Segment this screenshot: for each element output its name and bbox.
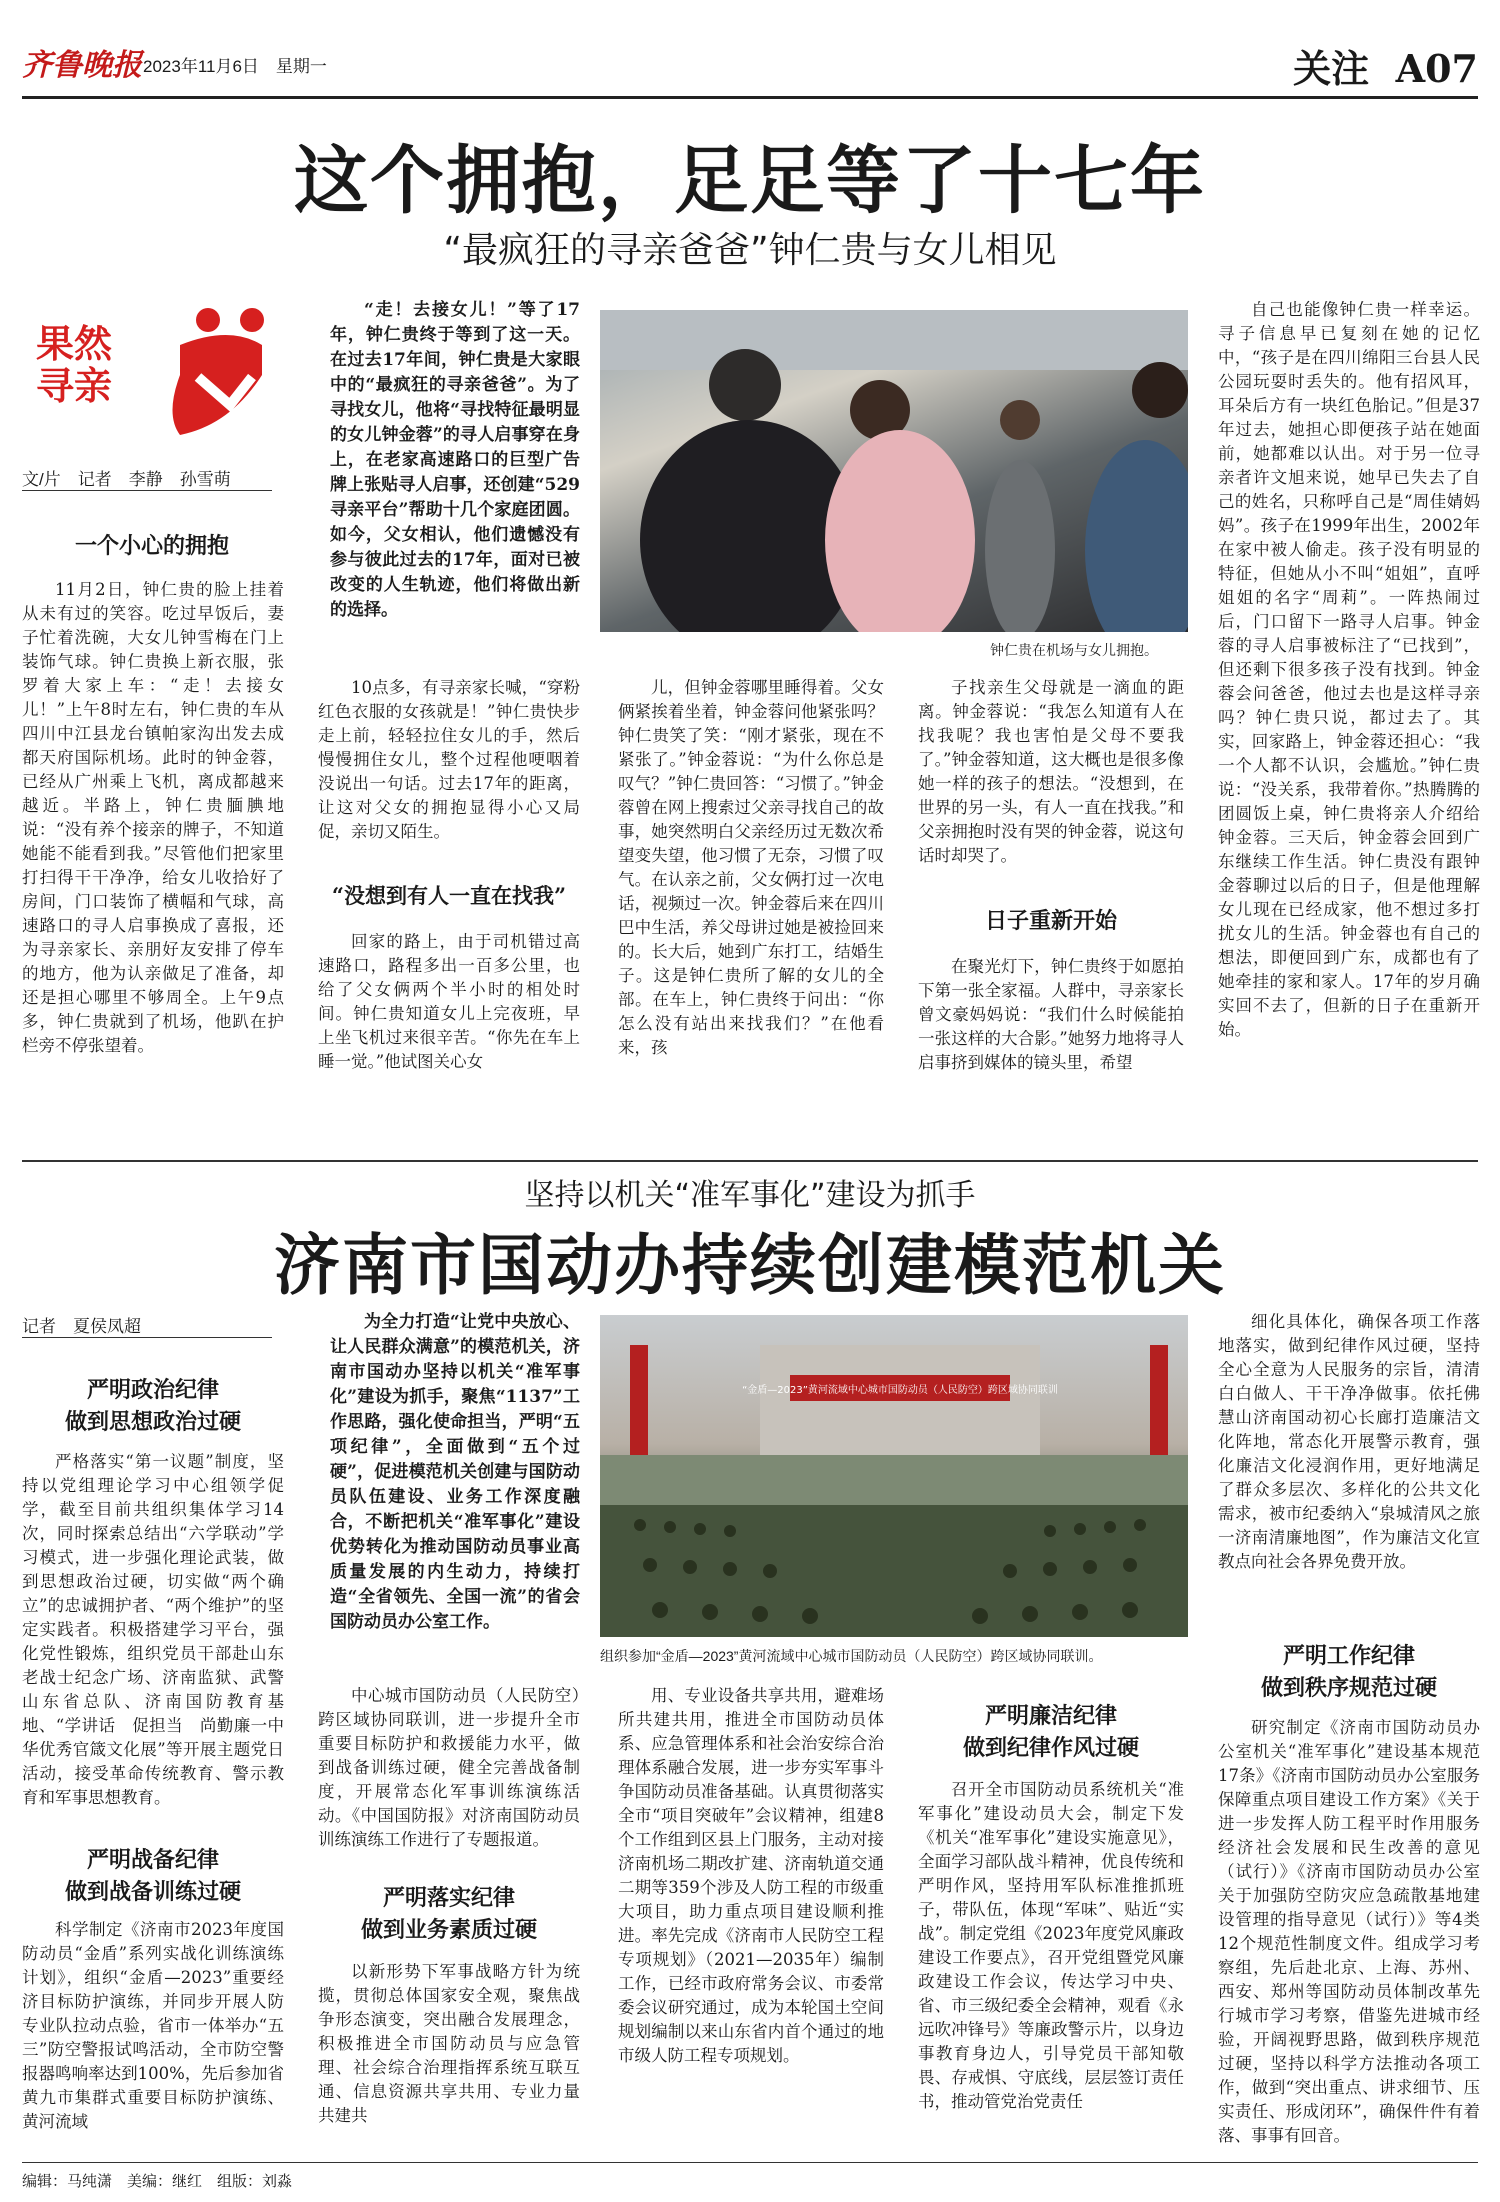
story2-column-2a: 中心城市国防动员（人民防空）跨区域协同联训，进一步提升全市重要目标防护和救援能力水平，做到战备训练过硬，健全完善战备制度，开展常态化军事训练演练活动。《中国国防报》对济南国防动员训练演练工作进行了专题报道。	[318, 1686, 580, 1849]
section-heading-6: 严明落实纪律 做到业务素质过硬	[360, 1885, 537, 1943]
page-number: A07	[1395, 46, 1478, 91]
story-divider	[22, 1160, 1478, 1162]
story1-column-3: 儿，但钟金蓉哪里睡得着。父女俩紧挨着坐着，钟金蓉问他紧张吗？钟仁贵笑了笑：“刚才紧张，现在不紧张了。”钟金蓉说：“为什么你总是叹气？”钟仁贵回答：“习惯了。”钟金蓉曾在网上搜索过父亲寻找自己的故事，她突然明白父亲经历过无数次希望变失望，他习惯了无奈，习惯了叹气。在认亲之前，父女俩打过一次电话，视频过一次。钟金蓉后来在四川巴中生活，养父母讲过她是被捡回来的。长大后，她到广东打工，结婚生子。这是钟仁贵所了解的女儿的全部。在车上，钟仁贵终于问出：“你怎么没有站出来找我们？”在他看来，孩	[618, 678, 884, 1057]
header-rule	[22, 96, 1478, 99]
byline-text: 文/片 记者 李静 孙雪萌	[22, 465, 272, 491]
story2-headline: 济南市国动办持续创建模范机关	[274, 1226, 1226, 1304]
section-heading: 一个小心的拥抱	[74, 533, 229, 559]
story1-column-4b: 在聚光灯下，钟仁贵终于如愿拍下第一张全家福。人群中，寻亲家长曾文豪妈妈说：“我们什么时候能拍一张这样的大合影。”她努力地将寻人启事挤到媒体的镜头里，希望	[918, 957, 1184, 1072]
airport-hug-photo	[600, 310, 1188, 632]
photo2-caption: 组织参加“金盾—2023”黄河流域中心城市国防动员（人民防空）跨区域协同联训。	[600, 1648, 1103, 1664]
section-heading-2: “没想到有人一直在找我”	[331, 883, 567, 908]
story2-column-2b: 以新形势下军事战略方针为统揽，贯彻总体国家安全观，聚焦战争形态演变，突出融合发展理念，积极推进全市国防动员与应急管理、社会综合治理指挥系统互联互通、信息资源共享共用、专业力量共建共	[318, 1962, 580, 2125]
photo1-caption: 钟仁贵在机场与女儿拥抱。	[990, 642, 1158, 658]
page-section	[1293, 38, 1478, 93]
story2-column-1a: 严格落实“第一议题”制度，坚持以党组理论学习中心组领学促学，截至目前共组织集体学习14次，同时探索总结出“六学联动”学习模式，进一步强化理论武装，做到思想政治过硬，切实做“两个确立”的忠诚拥护者、“两个维护”的坚定实践者。积极搭建学习平台，强化党性锻炼，组织党员干部赴山东老战士纪念广场、济南监狱、武警山东省总队、济南国防教育基地、“学讲话 促担当 尚勤廉一中华优秀官箴文化展”等开展主题党日活动，接受革命传统教育、警示教育和军事思想教育。	[22, 1452, 284, 1807]
story1-column-2a: 10点多，有寻亲家长喊，“穿粉红色衣服的女孩就是！”钟仁贵快步走上前，轻轻拉住女儿的手，然后慢慢拥住女儿，整个过程他哽咽着没说出一句话。过去17年的距离，让这对父女的拥抱显得小心又局促，亲切又陌生。	[318, 678, 580, 841]
story1-lead: “走！去接女儿！”等了17年，钟仁贵终于等到了这一天。在过去17年间，钟仁贵是大家眼中的“最疯狂的寻亲爸爸”。为了寻找女儿，他将“寻找特征最明显的女儿钟金蓉”的寻人启事穿在身上，在老家高速路口的巨型广告牌上张贴寻人启事，还创建“529寻亲平台”帮助十几个家庭团圆。如今，父女相认，他们遗憾没有参与彼此过去的17年，面对已被改变的人生轨迹，他们将做出新的选择。	[330, 300, 580, 620]
story1-column-1: 11月2日，钟仁贵的脸上挂着从未有过的笑容。吃过早饭后，妻子忙着洗碗，大女儿钟雪梅在门上装饰气球。钟仁贵换上新衣服，张罗着大家上车：“走！去接女儿！”上午8时左右，钟仁贵的车从四川中江县龙台镇帕家沟出发去成都天府国际机场。此时的钟金蓉，已经从广州乘上飞机，离成都越来越近。半路上，钟仁贵腼腆地说：“没有养个接亲的牌子，不知道她能不能看到我。”尽管他们把家里打扫得干干净净，给女儿收拾好了房间，门口装饰了横幅和气球，高速路口的寻人启事换成了喜报，还为寻亲家长、亲朋好友安排了停车的地方，他为认亲做足了准备，却还是担心哪里不够周全。上午9点多，钟仁贵就到了机场，他趴在护栏旁不停张望着。	[22, 580, 284, 1055]
story1-headline: 这个拥抱，足足等了十七年	[294, 138, 1206, 224]
story2-column-3: 用、专业设备共享共用，避难场所共建共用，推进全市国防动员体系、应急管理体系和社会治安综合治理体系融合发展，进一步夯实军事斗争国防动员准备基础。认真贯彻落实全市“项目突破年”会议精神，组建8个工作组到区县上门服务，主动对接济南机场二期改扩建、济南轨道交通二期等359个涉及人防工程的市级重大项目，助力重点项目建设顺利推进。率先完成《济南市人民防空工程专项规划》（2021—2035年）编制工作，已经市政府常务会议、市委常委会议研究通过，成为本轮国土空间规划编制以来山东省内首个通过的地市级人防工程专项规划。	[618, 1686, 884, 2065]
masthead: 齐鲁晚报	[22, 48, 142, 83]
logo-text-line1: 果然	[36, 321, 113, 366]
issue-date: 2023年11月6日 星期一	[143, 57, 327, 76]
search-family-logo	[30, 305, 270, 445]
footer-rule	[22, 2162, 1478, 2163]
story2-byline	[22, 1312, 272, 1338]
drill-photo	[600, 1315, 1188, 1637]
byline-text: 记者 夏侯凤超	[22, 1312, 272, 1338]
story2-column-1b: 科学制定《济南市2023年度国防动员“金盾”系列实战化训练演练计划》，组织“金盾—2023”重要经济目标防护演练，并同步开展人防专业队拉动点验，省市一体举办“五三”防空警报试鸣活动，全市防空警报器鸣响率达到100%，先后参加省黄九市集群式重要目标防护演练、黄河流域	[22, 1920, 284, 2131]
story1-column-5: 自己也能像钟仁贵一样幸运。寻子信息早已复刻在她的记忆中，“孩子是在四川绵阳三台县人民公园玩耍时丢失的。他有招风耳，耳朵后方有一块红色胎记。”但是37年过去，她担心即便孩子站在她面前，她都难以认出。对于另一位寻亲者许文旭来说，她早已失去了自己的姓名，只称呼自己是“周佳婧妈妈”。孩子在1999年出生，2002年在家中被人偷走。孩子没有明显的特征，但她从小不叫“姐姐”，直呼姐姐的名字“周莉”。一阵热闹过后，门口留下一路寻人启事。钟金蓉的寻人启事被标注了“已找到”，但还剩下很多孩子没有找到。钟金蓉会问爸爸，他过去也是这样寻亲吗？钟仁贵只说，都过去了。其实，回家路上，钟金蓉还担心：“我一个人都不认识，会尴尬。”钟仁贵说：“没关系，我带着你。”热腾腾的团圆饭上桌，钟仁贵将亲人介绍给钟金蓉。三天后，钟金蓉会回到广东继续工作生活。钟仁贵没有跟钟金蓉聊过以后的日子，但是他理解女儿现在已经成家，他不想过多打扰女儿的生活。钟金蓉也有自己的想法，即便回到广东，成都也有了她牵挂的家和家人。17年的岁月确实回不去了，但新的日子在重新开始。	[1218, 300, 1480, 1039]
section-label: 关注	[1293, 46, 1370, 91]
story2-column-5a: 细化具体化，确保各项工作落地落实，做到纪律作风过硬，坚持全心全意为人民服务的宗旨，清清白白做人、干干净净做事。依托佛慧山济南国动初心长廊打造廉洁文化阵地，常态化开展警示教育，强化廉洁文化浸润作用，更好地满足了群众多层次、多样化的公共文化需求，被市纪委纳入“泉城清风之旅一济南清廉地图”，作为廉洁文化宣教点向社会各界免费开放。	[1218, 1312, 1480, 1571]
section-heading-3: 日子重新开始	[984, 908, 1117, 934]
story2-lead: 为全力打造“让党中央放心、让人民群众满意”的模范机关，济南市国动办坚持以机关“准军事化”建设为抓手，聚焦“1137”工作思路，强化使命担当，严明“五项纪律”，全面做到“五个过硬”，促进模范机关创建与国防动员队伍建设、业务工作深度融合，不断把机关“准军事化”建设优势转化为推动国防动员事业高质量发展的内生动力，持续打造“全省领先、全国一流”的省会国防动员办公室工作。	[330, 1312, 580, 1632]
story1-column-4a: 子找亲生父母就是一滴血的距离。钟金蓉说：“我怎么知道有人在找我呢？我也害怕是父母不要我了。”钟金蓉知道，这大概也是很多像她一样的孩子的想法。“没想到，在世界的另一头，有人一直在找我。”和父亲拥抱时没有哭的钟金蓉，说这句话时却哭了。	[918, 678, 1184, 865]
section-heading-4: 严明政治纪律 做到思想政治过硬	[64, 1377, 241, 1435]
section-heading-8: 严明工作纪律 做到秩序规范过硬	[1260, 1643, 1437, 1701]
photo-illustration	[600, 310, 1188, 632]
story1-column-2b: 回家的路上，由于司机错过高速路口，路程多出一百多公里，也给了父女俩两个半小时的相处时间。钟仁贵知道女儿上完夜班，早上坐飞机过来很辛苦。“你先在车上睡一觉。”他试图关心女	[318, 932, 580, 1071]
story2-kicker: 坚持以机关“准军事化”建设为抓手	[524, 1178, 976, 1213]
drill-banner-text: “金盾—2023”黄河流域中心城市国防动员（人民防空）跨区域协同联训	[742, 1385, 1058, 1396]
photo-illustration	[600, 1315, 1188, 1637]
logo-text	[36, 323, 112, 407]
editor-credits: 编辑：马纯潇 美编：继红 组版：刘淼	[22, 2173, 293, 2190]
section-heading-5: 严明战备纪律 做到战备训练过硬	[64, 1847, 241, 1905]
story1-subhead: “最疯狂的寻亲爸爸”钟仁贵与女儿相见	[443, 230, 1057, 271]
section-heading-7: 严明廉洁纪律 做到纪律作风过硬	[962, 1703, 1139, 1761]
logo-text-line2: 寻亲	[36, 363, 113, 408]
story1-byline	[22, 465, 272, 491]
story2-column-4: 召开全市国防动员系统机关“准军事化”建设动员大会，制定下发《机关“准军事化”建设实施意见》，全面学习部队战斗精神，优良传统和严明作风，坚持用军队标准推抓班子，带队伍，体现“军味”、贴近“实战”。制定党组《2023年度党风廉政建设工作要点》，召开党组暨党风廉政建设工作会议，传达学习中央、省、市三级纪委全会精神，观看《永远吹冲锋号》等廉政警示片，以身边事教育身边人，引导党员干部知敬畏、存戒惧、守底线，层层签订责任书，推动管党治党责任	[918, 1780, 1184, 2111]
story2-column-5b: 研究制定《济南市国防动员办公室机关“准军事化”建设基本规范17条》《济南市国防动员办公室服务保障重点项目建设工作方案》《关于进一步发挥人防工程平时作用服务经济社会发展和民生改善的意见（试行）》《济南市国防动员办公室关于加强防空防灾应急疏散基地建设管理的指导意见（试行）》等4类12个规范性制度文件。组成学习考察组，先后赴北京、上海、苏州、西安、郑州等国防动员体制改革先行城市学习考察，借鉴先进城市经验，开阔视野思路，做到秩序规范过硬，坚持以科学方法推动各项工作，做到“突出重点、讲求细节、压实责任、形成闭环”，确保件件有着落、事事有回音。	[1218, 1718, 1480, 2145]
